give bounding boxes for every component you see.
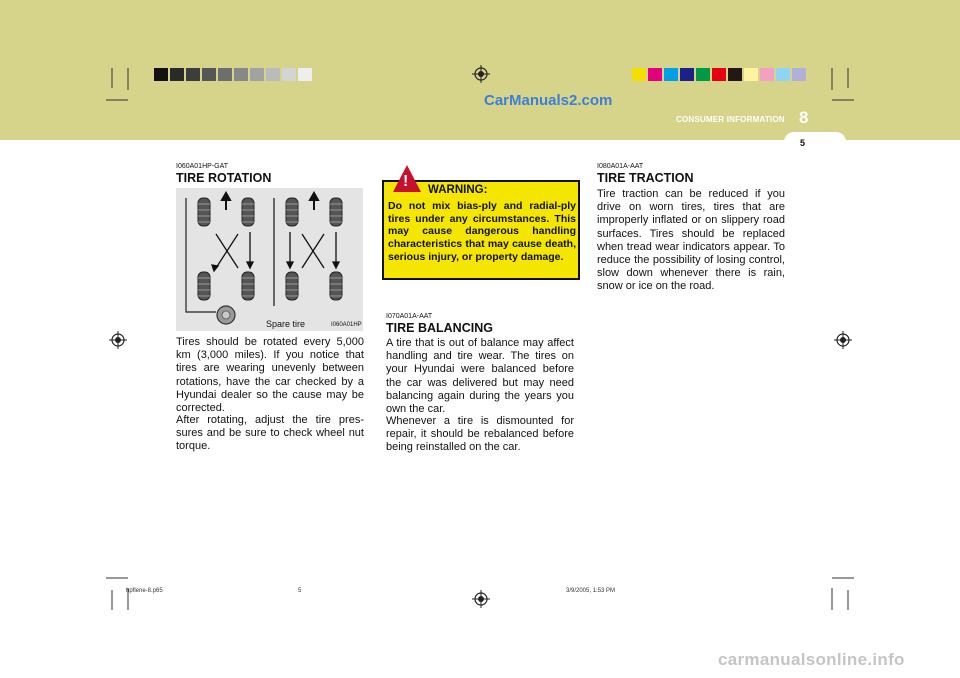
tire-rotation-figure xyxy=(176,188,363,331)
footer-site[interactable]: carmanualsonline.info xyxy=(718,650,905,669)
watermark-text: CarManuals2.com xyxy=(484,92,613,109)
figure-code: I060A01HP xyxy=(331,322,362,328)
footer-file: hpflene-8.p65 xyxy=(126,588,163,594)
tire-rotation-text-2: After rotating, adjust the tire pres-sures and be sure to check wheel nut torque. xyxy=(176,414,364,453)
tire-balancing-text: A tire that is out of balance may affect handling and tire wear. The tires on your Hyundai were balanced before the car was delivered but may need balancing again during the years you own the car. xyxy=(386,337,574,416)
chapter-number: 8 xyxy=(799,108,809,127)
section-title: TIRE TRACTION xyxy=(597,171,694,185)
warning-symbol: ! xyxy=(403,173,409,190)
tire-rotation-diagram xyxy=(176,188,363,331)
warning-text: Do not mix bias-ply and radial-ply tires under any circumstances. This may cause dangerous handling characteristics that may cause death, serious injury, or property damage. xyxy=(388,200,576,263)
warning-box xyxy=(382,173,580,280)
tire-traction-text: Tire traction can be reduced if you drive on worn tires, tires that are improperly inflated or on slippery road surfaces. Tires should be replaced when tread wear indicators appear. To reduce the possibility of losing control, slow down whenever there is rain, snow or ice on the road. xyxy=(597,188,785,293)
registration-target-icon xyxy=(472,590,490,608)
registration-target-icon xyxy=(834,331,852,349)
footer-page: 5 xyxy=(298,588,302,594)
section-code: I080A01A-AAT xyxy=(597,163,644,170)
warning-title: WARNING: xyxy=(428,184,488,196)
registration-target-icon xyxy=(472,65,490,83)
page-number-tab xyxy=(784,132,846,154)
section-name: CONSUMER INFORMATION xyxy=(676,115,785,124)
tire-balancing-text-2: Whenever a tire is dismounted for repair, it should be rebalanced before being reinstalled on the car. xyxy=(386,415,574,454)
tire-rotation-text: Tires should be rotated every 5,000 km (3,000 miles). If you notice that tires are wearing unevenly between rotations, have the car checked by a Hyundai dealer so the cause may be corrected. xyxy=(176,336,364,415)
spare-tire-label: Spare tire xyxy=(266,319,306,329)
page-number: 5 xyxy=(800,138,806,148)
footer-timestamp: 3/9/2005, 1:53 PM xyxy=(566,588,616,594)
section-title: TIRE BALANCING xyxy=(386,321,493,335)
section-code: I070A01A-AAT xyxy=(386,313,433,320)
section-code: I060A01HP-GAT xyxy=(176,163,229,170)
registration-target-icon xyxy=(109,331,127,349)
section-title: TIRE ROTATION xyxy=(176,171,272,185)
